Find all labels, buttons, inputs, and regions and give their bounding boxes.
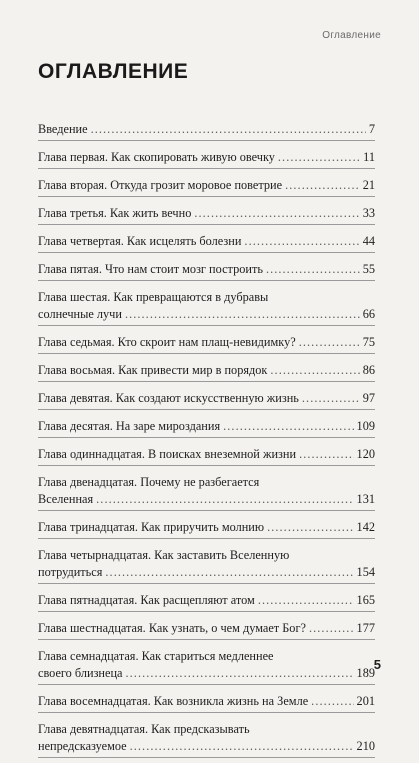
toc-entry-title: Вселенная — [38, 492, 94, 506]
dot-leader — [91, 121, 366, 138]
toc-entry-page: 177 — [356, 621, 375, 635]
dot-leader — [266, 261, 360, 278]
toc-entry-title: Глава тринадцатая. Как приручить молнию — [38, 520, 265, 534]
toc-entry-title: Глава шестнадцатая. Как узнать, о чем думает Бог? — [38, 621, 306, 635]
toc-entry[interactable] — [38, 690, 375, 713]
toc-entry-page: 66 — [362, 307, 375, 321]
page-number: 5 — [373, 657, 381, 672]
toc-entry[interactable] — [38, 202, 375, 225]
dot-leader — [267, 519, 353, 536]
toc-entry-title: непредсказуемое — [38, 739, 127, 753]
toc-entry-page: 75 — [362, 335, 375, 349]
toc-entry-title: потрудиться — [38, 565, 103, 579]
toc-entry-title-line: Глава девятнадцатая. Как предсказывать — [38, 722, 250, 736]
dot-leader — [126, 665, 354, 682]
toc-entry-title: Глава седьмая. Кто скроит нам плащ-невидимку? — [38, 335, 296, 349]
toc-entry-title: Глава первая. Как скопировать живую овечку — [38, 150, 275, 164]
running-head: Оглавление — [322, 30, 381, 41]
toc-entry[interactable] — [38, 359, 375, 382]
toc-entry-page: 55 — [362, 262, 375, 276]
toc-entry[interactable] — [38, 516, 375, 539]
dot-leader — [285, 177, 360, 194]
dot-leader — [223, 418, 353, 435]
dot-leader — [125, 306, 360, 323]
toc-entry[interactable] — [38, 544, 375, 584]
toc-entry-page: 131 — [356, 492, 375, 506]
toc-entry-page: 11 — [363, 150, 375, 164]
toc-entry[interactable] — [38, 387, 375, 410]
dot-leader — [299, 334, 360, 351]
toc-entry-title: Глава девятая. Как создают искусственную жизнь — [38, 391, 299, 405]
toc-entry-title-line: Глава двенадцатая. Почему не разбегается — [38, 475, 260, 489]
toc-entry-page: 21 — [362, 178, 375, 192]
dot-leader — [311, 693, 353, 710]
toc-entry-title: своего близнеца — [38, 666, 123, 680]
toc-entry-title: Глава третья. Как жить вечно — [38, 206, 192, 220]
toc-entry[interactable] — [38, 443, 375, 466]
toc-entry[interactable] — [38, 415, 375, 438]
toc-entry-page: 120 — [356, 447, 375, 461]
dot-leader — [258, 592, 354, 609]
toc-entry[interactable] — [38, 617, 375, 640]
toc-entry-page: 109 — [356, 419, 375, 433]
toc-entry[interactable] — [38, 174, 375, 197]
toc-entry-title-line: Глава четырнадцатая. Как заставить Вселенную — [38, 548, 290, 562]
toc-entry[interactable] — [38, 118, 375, 141]
toc-entry[interactable] — [38, 331, 375, 354]
toc-entry[interactable] — [38, 258, 375, 281]
toc-entry-page: 154 — [356, 565, 375, 579]
toc-entry-title: Глава восьмая. Как привести мир в порядок — [38, 363, 268, 377]
toc-entry-page: 189 — [356, 666, 375, 680]
toc-entry[interactable] — [38, 286, 375, 326]
toc-entry-title: Глава восемнадцатая. Как возникла жизнь на Земле — [38, 694, 309, 708]
toc-entry-title-line: Глава семнадцатая. Как стариться медленнее — [38, 649, 274, 663]
toc-entry[interactable] — [38, 718, 375, 758]
toc-entry[interactable] — [38, 230, 375, 253]
toc-entry-page: 7 — [368, 122, 375, 136]
toc-entry-title: Глава вторая. Откуда грозит моровое поветрие — [38, 178, 283, 192]
toc-entry-title: Глава пятнадцатая. Как расщепляют атом — [38, 593, 255, 607]
toc-entry-page: 97 — [362, 391, 375, 405]
toc-entry-title: Глава четвертая. Как исцелять болезни — [38, 234, 242, 248]
toc-entry-title: Введение — [38, 122, 88, 136]
dot-leader — [105, 564, 353, 581]
dot-leader — [244, 233, 359, 250]
toc-entry-page: 210 — [356, 739, 375, 753]
toc-entry-page: 201 — [356, 694, 375, 708]
dot-leader — [96, 491, 353, 508]
toc-entry-page: 142 — [356, 520, 375, 534]
toc-entry-page: 33 — [362, 206, 375, 220]
toc-entry-title-line: Глава шестая. Как превращаются в дубравы — [38, 290, 269, 304]
toc-entry-page: 165 — [356, 593, 375, 607]
page-title: ОГЛАВЛЕНИЕ — [38, 60, 189, 83]
dot-leader — [194, 205, 359, 222]
toc-entry[interactable] — [38, 146, 375, 169]
table-of-contents — [38, 118, 375, 763]
toc-entry-title: Глава десятая. На заре мироздания — [38, 419, 221, 433]
toc-entry-page: 44 — [362, 234, 375, 248]
toc-entry-title: Глава пятая. Что нам стоит мозг построить — [38, 262, 263, 276]
toc-entry[interactable] — [38, 645, 375, 685]
toc-entry[interactable] — [38, 471, 375, 511]
dot-leader — [278, 149, 360, 166]
dot-leader — [299, 446, 353, 463]
dot-leader — [130, 738, 354, 755]
dot-leader — [309, 620, 354, 637]
dot-leader — [302, 390, 360, 407]
toc-entry-page: 86 — [362, 363, 375, 377]
toc-entry-title: Глава одиннадцатая. В поисках внеземной жизни — [38, 447, 297, 461]
dot-leader — [270, 362, 359, 379]
toc-entry[interactable] — [38, 589, 375, 612]
toc-entry-title: солнечные лучи — [38, 307, 122, 321]
